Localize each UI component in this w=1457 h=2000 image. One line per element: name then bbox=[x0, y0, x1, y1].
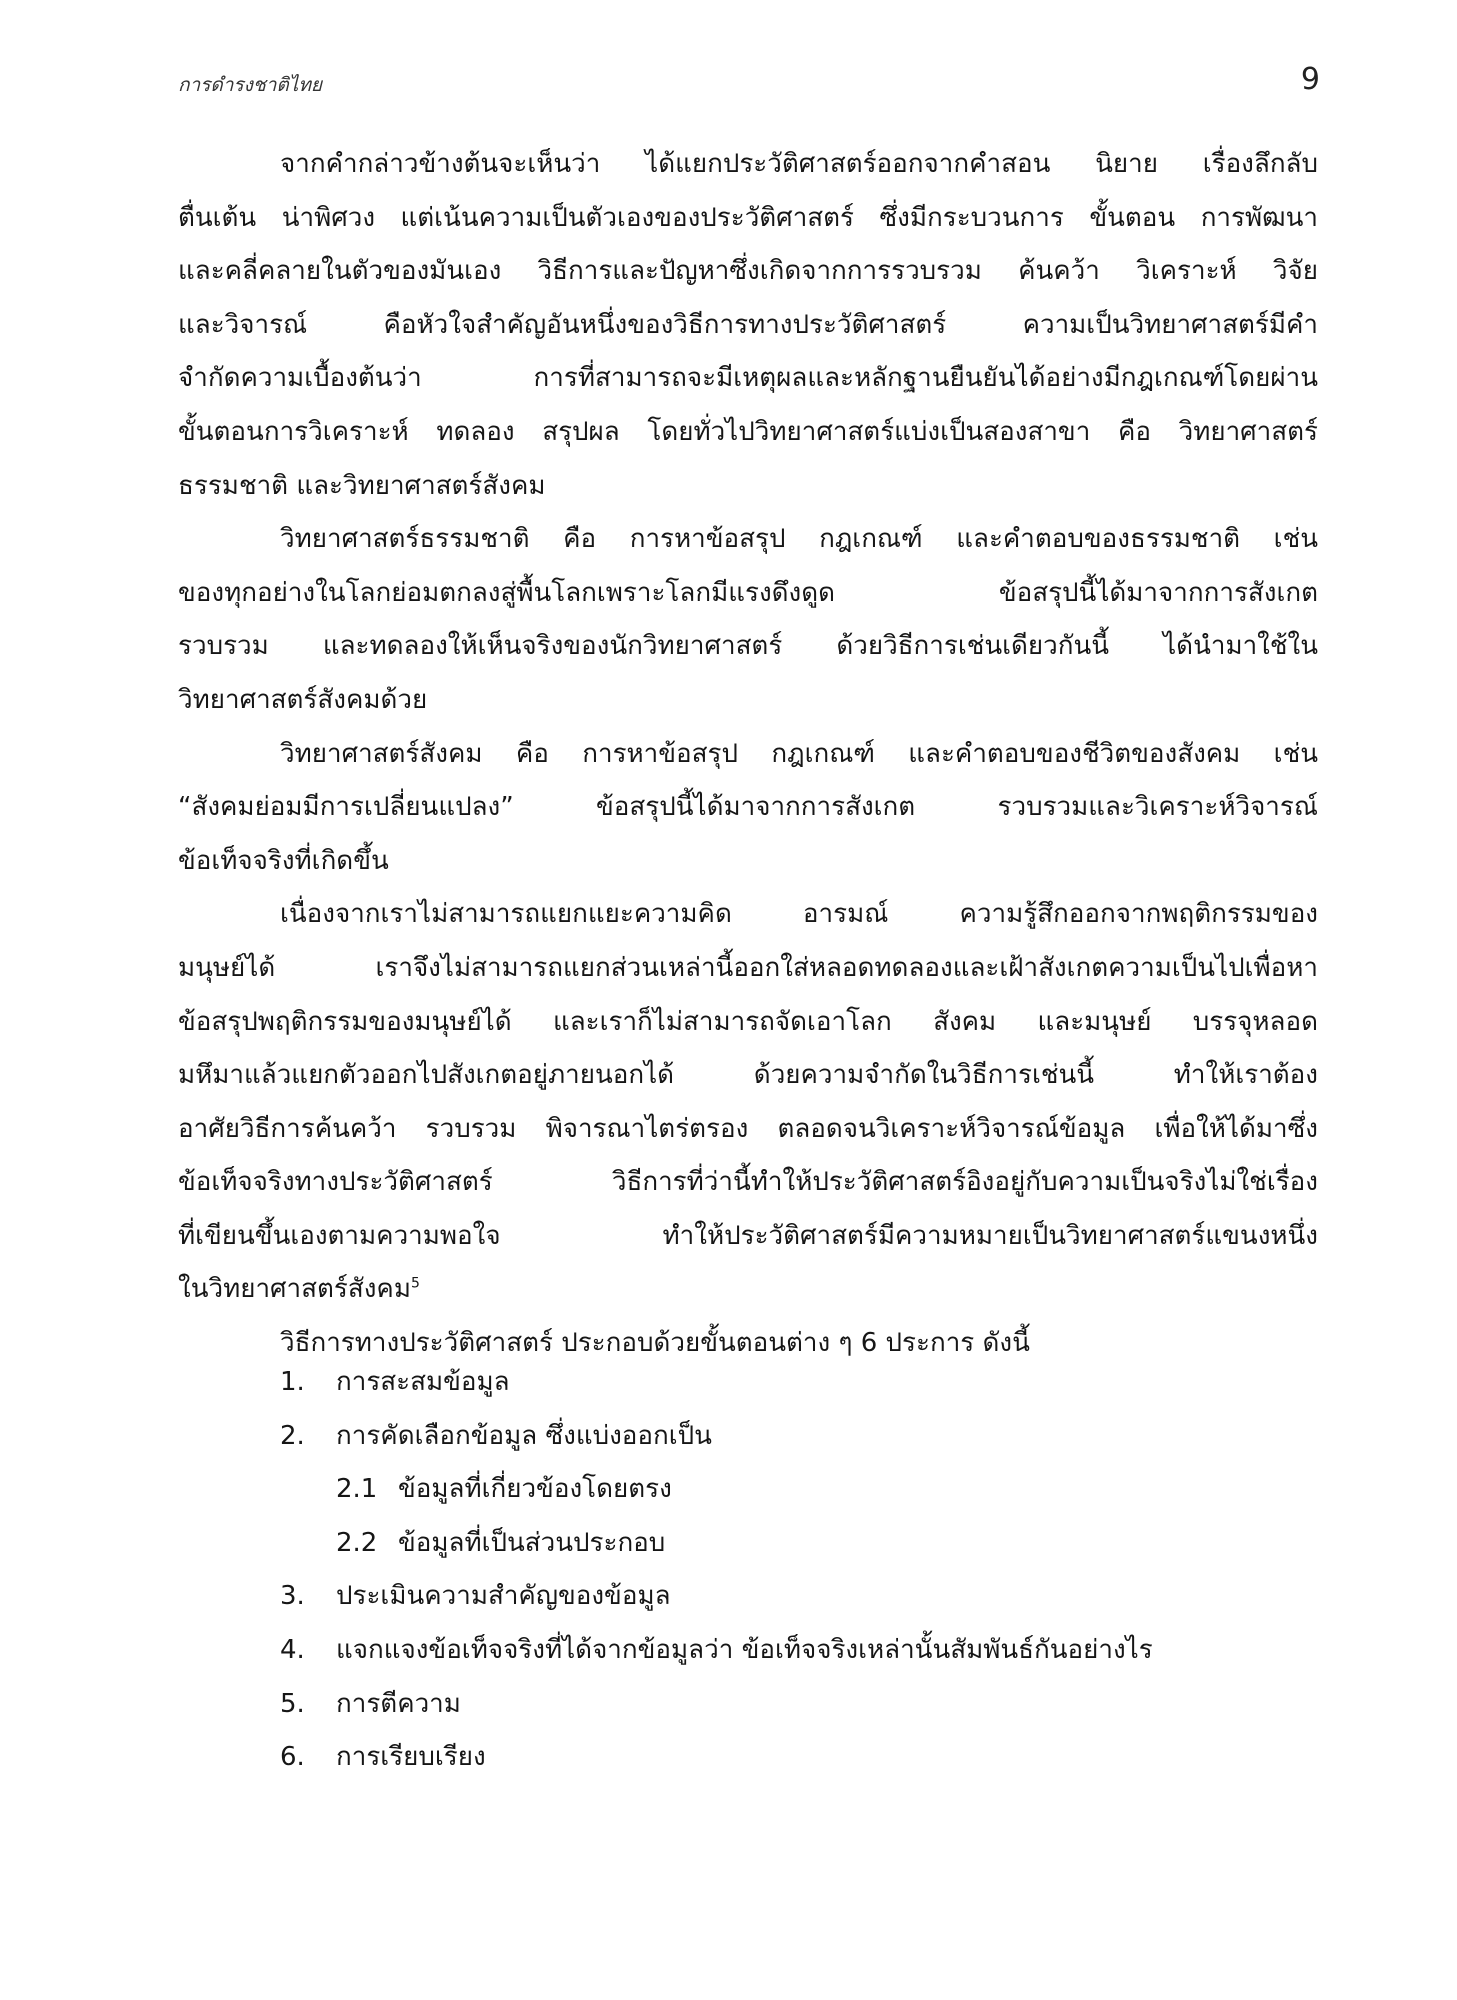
list-item-number: 6. bbox=[280, 1742, 305, 1773]
text-line: และคลี่คลายในตัวของมันเอง วิธีการและปัญหาซึ่งเกิดจากการรวบรวม ค้นคว้า วิเคราะห์ วิจัย bbox=[178, 256, 1318, 287]
text-line: วิทยาศาสตร์สังคมด้วย bbox=[178, 684, 428, 715]
paragraph bbox=[178, 513, 1318, 727]
list-item-text: แจกแจงข้อเท็จจริงที่ได้จากข้อมูลว่า ข้อเท็จจริงเหล่านั้นสัมพันธ์กันอย่างไร bbox=[336, 1634, 1153, 1665]
text-line: วิทยาศาสตร์ธรรมชาติ คือ การหาข้อสรุป กฎเกณฑ์ และคำตอบของธรรมชาติ เช่น bbox=[280, 524, 1318, 555]
list-item-text: การเรียบเรียง bbox=[336, 1742, 486, 1773]
text-line: เนื่องจากเราไม่สามารถแยกแยะความคิด อารมณ์ ความรู้สึกออกจากพฤติกรรมของ bbox=[280, 899, 1318, 930]
text-line: อาศัยวิธีการค้นคว้า รวบรวม พิจารณาไตร่ตรอง ตลอดจนวิเคราะห์วิจารณ์ข้อมูล เพื่อให้ได้มาซึ่ง bbox=[178, 1113, 1318, 1144]
list-item-number: 2.2 bbox=[336, 1527, 378, 1558]
list-item bbox=[280, 1731, 1153, 1785]
list-item bbox=[280, 1570, 1153, 1624]
text-line: มนุษย์ได้ เราจึงไม่สามารถแยกส่วนเหล่านี้ออกใส่หลอดทดลองและเฝ้าสังเกตความเป็นไปเพื่อหา bbox=[178, 952, 1318, 983]
list-item bbox=[280, 1410, 1153, 1464]
body-text bbox=[178, 138, 1318, 1371]
list-item-number: 2.1 bbox=[336, 1474, 378, 1505]
list-item bbox=[280, 1678, 1153, 1732]
text-line: วิทยาศาสตร์สังคม คือ การหาข้อสรุป กฎเกณฑ์ และคำตอบของชีวิตของสังคม เช่น bbox=[280, 738, 1318, 769]
paragraph bbox=[178, 728, 1318, 889]
text-line: ที่เขียนขึ้นเองตามความพอใจ ทำให้ประวัติศาสตร์มีความหมายเป็นวิทยาศาสตร์แขนงหนึ่ง bbox=[178, 1220, 1318, 1251]
list-item-text: การสะสมข้อมูล bbox=[336, 1367, 510, 1397]
list-item-number: 5. bbox=[280, 1688, 305, 1719]
text-line: จำกัดความเบื้องต้นว่า การที่สามารถจะมีเหตุผลและหลักฐานยืนยันได้อย่างมีกฎเกณฑ์โดยผ่าน bbox=[178, 363, 1318, 394]
list-item-number: 2. bbox=[280, 1420, 305, 1451]
text-line: ตื่นเต้น น่าพิศวง แต่เน้นความเป็นตัวเองของประวัติศาสตร์ ซึ่งมีกระบวนการ ขั้นตอน การพัฒนา bbox=[178, 202, 1318, 233]
text-line: มหึมาแล้วแยกตัวออกไปสังเกตอยู่ภายนอกได้ ด้วยความจำกัดในวิธีการเช่นนี้ ทำให้เราต้อง bbox=[178, 1060, 1318, 1091]
text-line: รวบรวม และทดลองให้เห็นจริงของนักวิทยาศาสตร์ ด้วยวิธีการเช่นเดียวกันนี้ ได้นำมาใช้ใน bbox=[178, 631, 1318, 662]
paragraph bbox=[178, 138, 1318, 513]
list-sub-item bbox=[280, 1463, 1153, 1517]
text-line: และวิจารณ์ คือหัวใจสำคัญอันหนึ่งของวิธีการทางประวัติศาสตร์ ความเป็นวิทยาศาสตร์มีคำ bbox=[178, 309, 1318, 340]
text-line: จากคำกล่าวข้างต้นจะเห็นว่า ได้แยกประวัติศาสตร์ออกจากคำสอน นิยาย เรื่องลึกลับ bbox=[280, 149, 1318, 179]
running-header-title: การดำรงชาติไทย bbox=[178, 74, 322, 96]
list-item-text: การตีความ bbox=[336, 1688, 461, 1719]
text-line: ข้อเท็จจริงทางประวัติศาสตร์ วิธีการที่ว่านี้ทำให้ประวัติศาสตร์อิงอยู่กับความเป็นจริงไม่ใช่เรื่อง bbox=[178, 1167, 1318, 1198]
list-sub-item bbox=[280, 1517, 1153, 1571]
page-number: 9 bbox=[1300, 62, 1320, 97]
list-item bbox=[280, 1624, 1153, 1678]
list-item bbox=[280, 1356, 1153, 1410]
text-line-with-footnote bbox=[178, 1263, 1318, 1317]
list-item-number: 3. bbox=[280, 1581, 305, 1612]
paragraph bbox=[178, 888, 1318, 1317]
text-line: วิธีการทางประวัติศาสตร์ ประกอบด้วยขั้นตอนต่าง ๆ 6 ประการ ดังนี้ bbox=[280, 1328, 1030, 1359]
list-item-number: 1. bbox=[280, 1367, 305, 1397]
list-item-text: การคัดเลือกข้อมูล ซึ่งแบ่งออกเป็น bbox=[336, 1420, 712, 1451]
list-item-text: ข้อมูลที่เกี่ยวข้องโดยตรง bbox=[398, 1474, 672, 1505]
list-item-number: 4. bbox=[280, 1634, 305, 1665]
text-line: ขั้นตอนการวิเคราะห์ ทดลอง สรุปผล โดยทั่วไปวิทยาศาสตร์แบ่งเป็นสองสาขา คือ วิทยาศาสตร์ bbox=[178, 416, 1318, 447]
text-line: ข้อสรุปพฤติกรรมของมนุษย์ได้ และเราก็ไม่สามารถจัดเอาโลก สังคม และมนุษย์ บรรจุหลอด bbox=[178, 1006, 1318, 1037]
footnote-reference[interactable]: 5 bbox=[410, 1275, 420, 1292]
text-line: ข้อเท็จจริงที่เกิดขึ้น bbox=[178, 845, 389, 876]
steps-list bbox=[280, 1356, 1153, 1785]
text-line: “สังคมย่อมมีการเปลี่ยนแปลง” ข้อสรุปนี้ได้มาจากการสังเกต รวบรวมและวิเคราะห์วิจารณ์ bbox=[178, 792, 1318, 823]
text-line: ธรรมชาติ และวิทยาศาสตร์สังคม bbox=[178, 470, 546, 501]
text-line: ในวิทยาศาสตร์สังคม bbox=[178, 1274, 411, 1305]
list-item-text: ข้อมูลที่เป็นส่วนประกอบ bbox=[398, 1527, 666, 1558]
list-item-text: ประเมินความสำคัญของข้อมูล bbox=[336, 1581, 671, 1612]
text-line: ของทุกอย่างในโลกย่อมตกลงสู่พื้นโลกเพราะโลกมีแรงดึงดูด ข้อสรุปนี้ได้มาจากการสังเกต bbox=[178, 577, 1318, 608]
